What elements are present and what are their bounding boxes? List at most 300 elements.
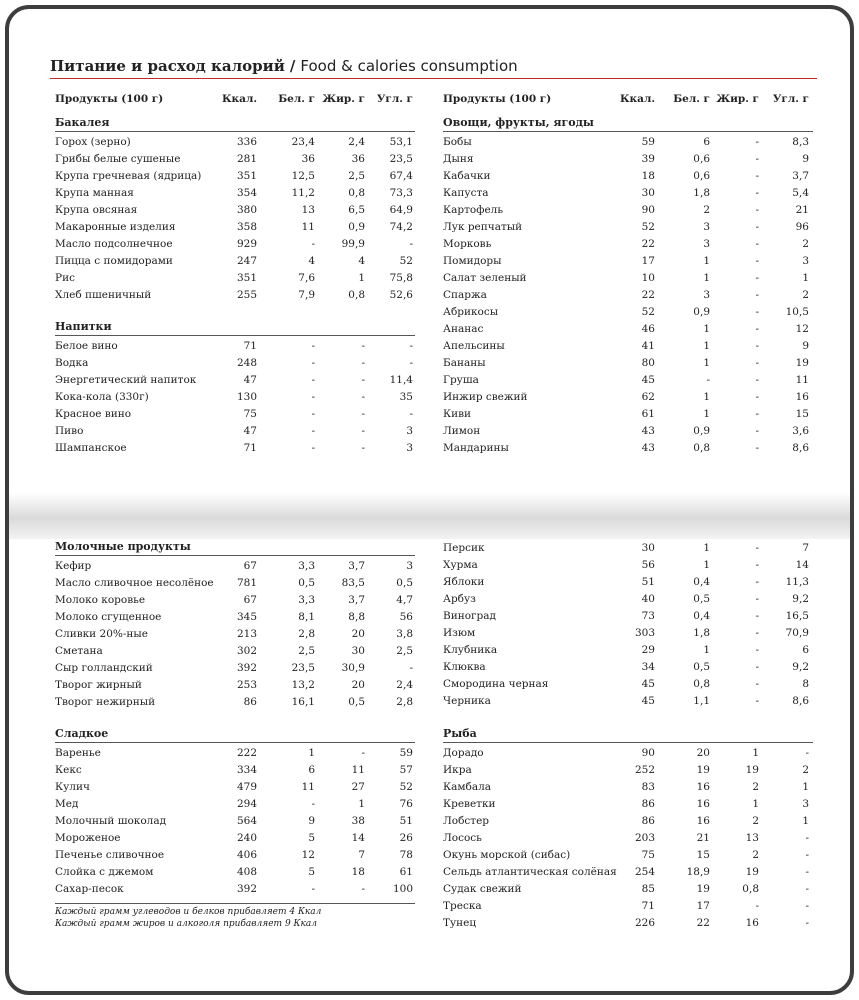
footnote-rule (55, 903, 415, 904)
protein-value: 16 (696, 798, 710, 810)
table-row (55, 575, 415, 592)
protein-value: 22 (696, 917, 710, 929)
carbs-value: 16,5 (785, 610, 809, 622)
kcal-value: 45 (641, 678, 655, 690)
table-row (55, 643, 415, 660)
table-row (55, 881, 415, 898)
kcal-value: 345 (236, 611, 257, 623)
protein-value: 0,5 (298, 577, 315, 589)
protein-value: - (311, 883, 315, 895)
product-name: Персик (443, 542, 485, 554)
carbs-value: 2 (802, 238, 809, 250)
protein-value: 23,4 (291, 136, 315, 148)
carbs-value: 0,5 (396, 577, 413, 589)
header-kcal: Ккал. (222, 93, 257, 105)
product-name: Творог нежирный (55, 696, 156, 708)
kcal-value: 41 (641, 340, 655, 352)
protein-value: 1 (703, 357, 710, 369)
column-header-right (443, 93, 813, 109)
protein-value: 7,6 (298, 272, 315, 284)
carbs-value: 11 (795, 374, 809, 386)
fat-value: - (755, 204, 759, 216)
carbs-value: 19 (795, 357, 809, 369)
fat-value: 8,8 (348, 611, 365, 623)
protein-value: 11,2 (291, 187, 315, 199)
carbs-value: 1 (802, 815, 809, 827)
header-carbs: Угл. г (772, 93, 809, 105)
protein-value: 8,1 (298, 611, 315, 623)
product-name: Макаронные изделия (55, 221, 176, 233)
carbs-value: 12 (795, 323, 809, 335)
fat-value: - (755, 559, 759, 571)
table-row (443, 134, 813, 151)
kcal-value: 252 (634, 764, 655, 776)
carbs-value: 2,4 (396, 679, 413, 691)
protein-value: - (311, 425, 315, 437)
kcal-value: 47 (243, 374, 257, 386)
carbs-value: 78 (399, 849, 413, 861)
carbs-value: 2,5 (396, 645, 413, 657)
carbs-value: 35 (399, 391, 413, 403)
kcal-value: 67 (243, 594, 257, 606)
product-name: Апельсины (443, 340, 505, 352)
kcal-value: 240 (236, 832, 257, 844)
kcal-value: 351 (236, 170, 257, 182)
table-row (443, 372, 813, 389)
protein-value: 11 (301, 221, 315, 233)
fat-value: - (755, 153, 759, 165)
protein-value: 11 (301, 781, 315, 793)
table-row (55, 219, 415, 236)
fat-value: 0,5 (348, 696, 365, 708)
fat-value: - (361, 374, 365, 386)
table-row (443, 625, 813, 642)
kcal-value: 46 (641, 323, 655, 335)
footnote-carbs-protein: Каждый грамм углеводов и белков прибавляет 4 Ккал (55, 907, 322, 917)
fat-value: 36 (351, 153, 365, 165)
carbs-value: - (409, 238, 413, 250)
fat-value: - (755, 136, 759, 148)
table-row (443, 676, 813, 693)
fat-value: - (361, 442, 365, 454)
kcal-value: 479 (236, 781, 257, 793)
carbs-value: 3,8 (396, 628, 413, 640)
product-name: Креветки (443, 798, 496, 810)
protein-value: 16,1 (291, 696, 315, 708)
table-row (55, 694, 415, 711)
fat-value: 2,4 (348, 136, 365, 148)
section-title: Молочные продукты (55, 538, 415, 556)
kcal-value: 248 (236, 357, 257, 369)
kcal-value: 392 (236, 883, 257, 895)
kcal-value: 83 (641, 781, 655, 793)
product-name: Салат зеленый (443, 272, 527, 284)
product-name: Лосось (443, 832, 482, 844)
footnote-fat-alcohol: Каждый грамм жиров и алкоголя прибавляет 9 Ккал (55, 919, 317, 929)
product-name: Пицца с помидорами (55, 255, 173, 267)
page-title (50, 56, 518, 76)
protein-value: 2,5 (298, 645, 315, 657)
kcal-value: 43 (641, 425, 655, 437)
header-protein: Бел. г (673, 93, 710, 105)
product-name: Лимон (443, 425, 481, 437)
section-drinks (55, 318, 415, 457)
table-row (443, 423, 813, 440)
table-row (55, 372, 415, 389)
table-row (55, 609, 415, 626)
fat-value: - (755, 391, 759, 403)
protein-value: 36 (301, 153, 315, 165)
product-name: Шампанское (55, 442, 127, 454)
product-name: Сахар-песок (55, 883, 124, 895)
carbs-value: 3 (406, 560, 413, 572)
section-title: Сладкое (55, 725, 415, 743)
section-fruits-continued (443, 540, 813, 710)
carbs-value: 9,2 (792, 661, 809, 673)
protein-value: - (706, 374, 710, 386)
product-name: Тунец (443, 917, 477, 929)
fat-value: 38 (351, 815, 365, 827)
fat-value: - (755, 900, 759, 912)
product-name: Белое вино (55, 340, 118, 352)
carbs-value: - (409, 662, 413, 674)
fat-value: - (755, 442, 759, 454)
carbs-value: 3 (406, 442, 413, 454)
product-name: Водка (55, 357, 89, 369)
carbs-value: 2 (802, 764, 809, 776)
table-row (443, 202, 813, 219)
protein-value: 3 (703, 289, 710, 301)
kcal-value: 45 (641, 695, 655, 707)
protein-value: 5 (308, 832, 315, 844)
table-row (55, 796, 415, 813)
carbs-value: 10,5 (785, 306, 809, 318)
product-name: Инжир свежий (443, 391, 528, 403)
carbs-value: 57 (399, 764, 413, 776)
table-row (443, 287, 813, 304)
product-name: Картофель (443, 204, 504, 216)
carbs-value: 100 (392, 883, 413, 895)
title-english: Food & calories consumption (300, 57, 518, 75)
product-name: Сыр голландский (55, 662, 153, 674)
table-row (443, 389, 813, 406)
fat-value: - (361, 357, 365, 369)
table-row (55, 626, 415, 643)
kcal-value: 86 (641, 815, 655, 827)
carbs-value: 76 (399, 798, 413, 810)
kcal-value: 334 (236, 764, 257, 776)
fat-value: 1 (752, 747, 759, 759)
carbs-value: 75,8 (389, 272, 413, 284)
protein-value: 0,6 (693, 170, 710, 182)
kcal-value: 203 (634, 832, 655, 844)
carbs-value: 21 (795, 204, 809, 216)
protein-value: 1 (703, 340, 710, 352)
kcal-value: 247 (236, 255, 257, 267)
table-row (55, 440, 415, 457)
product-name: Окунь морской (сибас) (443, 849, 571, 861)
protein-value: 1,8 (693, 627, 710, 639)
kcal-value: 71 (243, 340, 257, 352)
header-fat: Жир. г (716, 93, 759, 105)
carbs-value: 52,6 (389, 289, 413, 301)
table-row (55, 779, 415, 796)
header-product: Продукты (100 г) (443, 93, 552, 105)
fat-value: 13 (745, 832, 759, 844)
product-name: Икра (443, 764, 472, 776)
protein-value: 19 (696, 764, 710, 776)
fat-value: 27 (351, 781, 365, 793)
title-underline (50, 78, 817, 79)
fat-value: - (361, 425, 365, 437)
protein-value: 1 (308, 747, 315, 759)
page-fold-band (9, 493, 850, 539)
table-row (443, 779, 813, 796)
table-row (443, 151, 813, 168)
product-name: Арбуз (443, 593, 476, 605)
table-row (55, 558, 415, 575)
kcal-value: 67 (243, 560, 257, 572)
table-row (55, 389, 415, 406)
protein-value: - (311, 442, 315, 454)
carbs-value: 61 (399, 866, 413, 878)
protein-value: 1 (703, 323, 710, 335)
table-row (55, 185, 415, 202)
protein-value: - (311, 238, 315, 250)
table-row (55, 830, 415, 847)
protein-value: 16 (696, 815, 710, 827)
protein-value: 1 (703, 644, 710, 656)
product-name: Крупа овсяная (55, 204, 138, 216)
product-name: Сметана (55, 645, 103, 657)
protein-value: - (311, 798, 315, 810)
kcal-value: 71 (641, 900, 655, 912)
fat-value: 3,7 (348, 560, 365, 572)
protein-value: 18,9 (686, 866, 710, 878)
carbs-value: 7 (802, 542, 809, 554)
section-vegetables-fruits (443, 114, 813, 457)
table-row (55, 406, 415, 423)
protein-value: 4 (308, 255, 315, 267)
section-title: Напитки (55, 318, 415, 336)
fat-value: 19 (745, 764, 759, 776)
carbs-value: 56 (399, 611, 413, 623)
product-name: Судак свежий (443, 883, 522, 895)
fat-value: 1 (752, 798, 759, 810)
fat-value: - (361, 391, 365, 403)
kcal-value: 18 (641, 170, 655, 182)
product-name: Треска (443, 900, 482, 912)
fat-value: - (361, 747, 365, 759)
protein-value: 3,3 (298, 594, 315, 606)
protein-value: 17 (696, 900, 710, 912)
fat-value: 2 (752, 849, 759, 861)
fat-value: - (755, 593, 759, 605)
header-kcal: Ккал. (620, 93, 655, 105)
protein-value: 2,8 (298, 628, 315, 640)
carbs-value: 16 (795, 391, 809, 403)
table-row (443, 864, 813, 881)
fat-value: - (361, 408, 365, 420)
carbs-value: 74,2 (389, 221, 413, 233)
table-row (443, 847, 813, 864)
fat-value: - (755, 576, 759, 588)
product-name: Спаржа (443, 289, 487, 301)
product-name: Груша (443, 374, 479, 386)
fat-value: - (755, 357, 759, 369)
product-name: Капуста (443, 187, 489, 199)
fat-value: 16 (745, 917, 759, 929)
fat-value: - (755, 425, 759, 437)
protein-value: 7,9 (298, 289, 315, 301)
fat-value: 83,5 (341, 577, 365, 589)
kcal-value: 929 (236, 238, 257, 250)
product-name: Сельдь атлантическая солёная (443, 866, 617, 878)
carbs-value: 3 (406, 425, 413, 437)
kcal-value: 56 (641, 559, 655, 571)
fat-value: 7 (358, 849, 365, 861)
kcal-value: 34 (641, 661, 655, 673)
protein-value: 12,5 (291, 170, 315, 182)
fat-value: 2 (752, 815, 759, 827)
protein-value: 13,2 (291, 679, 315, 691)
product-name: Молоко коровье (55, 594, 146, 606)
product-name: Кабачки (443, 170, 491, 182)
section-title: Бакалея (55, 114, 415, 132)
table-row (55, 592, 415, 609)
table-row (443, 642, 813, 659)
product-name: Грибы белые сушеные (55, 153, 181, 165)
protein-value: 6 (703, 136, 710, 148)
table-row (55, 660, 415, 677)
kcal-value: 564 (236, 815, 257, 827)
product-name: Смородина черная (443, 678, 549, 690)
product-name: Пиво (55, 425, 84, 437)
kcal-value: 30 (641, 187, 655, 199)
product-name: Лук репчатый (443, 221, 523, 233)
table-row (443, 168, 813, 185)
fat-value: - (755, 221, 759, 233)
table-row (443, 608, 813, 625)
table-row (443, 355, 813, 372)
section-title: Рыба (443, 725, 813, 743)
carbs-value: 11,3 (785, 576, 809, 588)
carbs-value: 15 (795, 408, 809, 420)
protein-value: 19 (696, 883, 710, 895)
kcal-value: 30 (641, 542, 655, 554)
table-row (443, 304, 813, 321)
header-fat: Жир. г (322, 93, 365, 105)
product-name: Молочный шоколад (55, 815, 167, 827)
product-name: Клюква (443, 661, 486, 673)
carbs-value: 59 (399, 747, 413, 759)
product-name: Камбала (443, 781, 492, 793)
protein-value: 0,6 (693, 153, 710, 165)
table-row (443, 898, 813, 915)
protein-value: 23,5 (291, 662, 315, 674)
table-row (55, 762, 415, 779)
carbs-value: 70,9 (785, 627, 809, 639)
carbs-value: 9 (802, 340, 809, 352)
protein-value: 6 (308, 764, 315, 776)
product-name: Помидоры (443, 255, 502, 267)
product-name: Мороженое (55, 832, 121, 844)
carbs-value: 53,1 (389, 136, 413, 148)
product-name: Кулич (55, 781, 90, 793)
table-row (55, 287, 415, 304)
table-row (55, 202, 415, 219)
kcal-value: 75 (641, 849, 655, 861)
product-name: Кока-кола (330г) (55, 391, 149, 403)
fat-value: 19 (745, 866, 759, 878)
table-row (55, 745, 415, 762)
protein-value: 16 (696, 781, 710, 793)
kcal-value: 222 (236, 747, 257, 759)
product-name: Мед (55, 798, 79, 810)
fat-value: 30,9 (341, 662, 365, 674)
product-name: Морковь (443, 238, 492, 250)
kcal-value: 17 (641, 255, 655, 267)
carbs-value: - (805, 832, 809, 844)
product-name: Абрикосы (443, 306, 499, 318)
section-dairy (55, 538, 415, 711)
kcal-value: 90 (641, 204, 655, 216)
carbs-value: - (409, 408, 413, 420)
kcal-value: 303 (634, 627, 655, 639)
table-row (55, 236, 415, 253)
kcal-value: 85 (641, 883, 655, 895)
fat-value: - (755, 542, 759, 554)
kcal-value: 281 (236, 153, 257, 165)
protein-value: 2 (703, 204, 710, 216)
carbs-value: 26 (399, 832, 413, 844)
protein-value: 0,4 (693, 610, 710, 622)
fat-value: - (755, 408, 759, 420)
protein-value: 3 (703, 238, 710, 250)
fat-value: 1 (358, 798, 365, 810)
table-row (443, 813, 813, 830)
protein-value: 0,5 (693, 593, 710, 605)
protein-value: 0,9 (693, 425, 710, 437)
carbs-value: 4,7 (396, 594, 413, 606)
kcal-value: 253 (236, 679, 257, 691)
table-row (443, 762, 813, 779)
header-product: Продукты (100 г) (55, 93, 164, 105)
carbs-value: - (805, 883, 809, 895)
kcal-value: 380 (236, 204, 257, 216)
table-row (55, 813, 415, 830)
kcal-value: 90 (641, 747, 655, 759)
kcal-value: 255 (236, 289, 257, 301)
fat-value: - (755, 255, 759, 267)
kcal-value: 781 (236, 577, 257, 589)
carbs-value: - (805, 849, 809, 861)
kcal-value: 80 (641, 357, 655, 369)
protein-value: 9 (308, 815, 315, 827)
product-name: Яблоки (443, 576, 485, 588)
table-row (443, 321, 813, 338)
fat-value: - (755, 289, 759, 301)
protein-value: - (311, 408, 315, 420)
kcal-value: 86 (243, 696, 257, 708)
product-name: Бобы (443, 136, 472, 148)
protein-value: - (311, 374, 315, 386)
kcal-value: 22 (641, 289, 655, 301)
section-title: Овощи, фрукты, ягоды (443, 114, 813, 132)
carbs-value: 52 (399, 781, 413, 793)
product-name: Клубника (443, 644, 498, 656)
fat-value: 2 (752, 781, 759, 793)
